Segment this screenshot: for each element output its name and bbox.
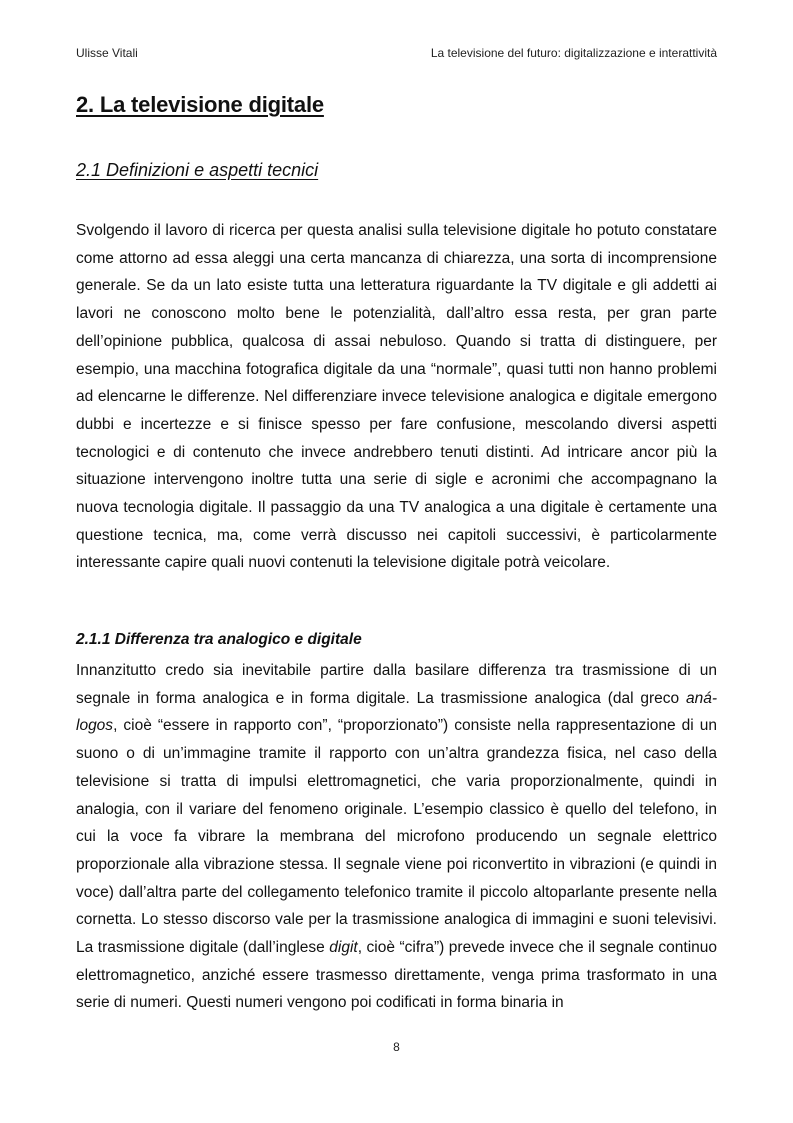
page-number: 8 bbox=[393, 1040, 400, 1054]
header-document-title: La televisione del futuro: digitalizzazione e interattività bbox=[430, 46, 717, 60]
body-paragraph-1: Svolgendo il lavoro di ricerca per questa analisi sulla televisione digitale ho potuto constatare come attorno ad essa aleggi una certa mancanza di chiarezza, una sorta di incomprensione generale. Se da un lato esiste tutta una letteratura riguardante la TV digitale e gli addetti ai lavori ne conoscono molto bene le potenzialità, dall’altro essa resta, per gran parte dell’opinione pubblica, qualcosa di assai nebuloso. Quando si tratta di distinguere, per esempio, una macchina fotografica digitale da una “normale”, quasi tutti non hanno problemi ad elencarne le differenze. Nel differenziare invece televisione analogica e digitale emergono dubbi e incertezze e si finisce spesso per fare confusione, mescolando diversi aspetti tecnologici e di contenuto che invece andrebbero tenuti distinti. Ad intricare ancor più la situazione intervengono inoltre tutta una serie di sigle e acronimi che accompagnano la nuova tecnologia digitale. Il passaggio da una TV analogica a una digitale è certamente una questione tecnica, ma, come verrà discusso nei capitoli successivi, è particolarmente interessante capire quali nuovi contenuti la televisione digitale potrà veicolare. bbox=[76, 222, 717, 572]
greek-term: aná-logos bbox=[76, 689, 717, 735]
chapter-title: 2. La televisione digitale bbox=[76, 92, 324, 117]
paragraph-2-text-2: , cioè “essere in rapporto con”, “proporzionato”) consiste nella rappresentazione di un suono o di un’immagine tramite il rapporto con un’altra grandezza fisica, nel caso della televisione si tratta di impulsi elettromagnetici, che varia proporzionalmente, quindi in analogia, con il variare del fenomeno originale. L’esempio classico è quello del telefono, in cui la voce fa vibrare la membrana del microfono producendo un segnale elettrico proporzionale alla vibrazione stessa. Il segnale viene poi riconvertito in vibrazioni (e quindi in voce) dall’altra parte del collegamento telefonico tramite il piccolo altoparlante presente nella cornetta. Lo stesso discorso vale per la trasmissione analogica di immagini e suoni televisivi. La trasmissione digitale (dall’inglese bbox=[76, 717, 717, 957]
running-header bbox=[76, 46, 717, 62]
body-paragraph-2 bbox=[76, 657, 717, 1017]
paragraph-2-text-1: Innanzitutto credo sia inevitabile partire dalla basilare differenza tra trasmissione di un segnale in forma analogica e in forma digitale. La trasmissione analogica (dal greco bbox=[76, 662, 717, 707]
subsection-title: 2.1.1 Differenza tra analogico e digitale bbox=[76, 631, 362, 648]
english-term: digit bbox=[329, 939, 358, 957]
section-title: 2.1 Definizioni e aspetti tecnici bbox=[76, 160, 319, 180]
paragraph-2-text-3: , cioè “cifra”) prevede invece che il segnale continuo elettromagnetico, anziché essere trasmesso direttamente, venga prima trasformato in una serie di numeri. Questi numeri vengono poi codificati in forma binaria in bbox=[76, 939, 717, 1012]
header-author: Ulisse Vitali bbox=[76, 46, 138, 60]
